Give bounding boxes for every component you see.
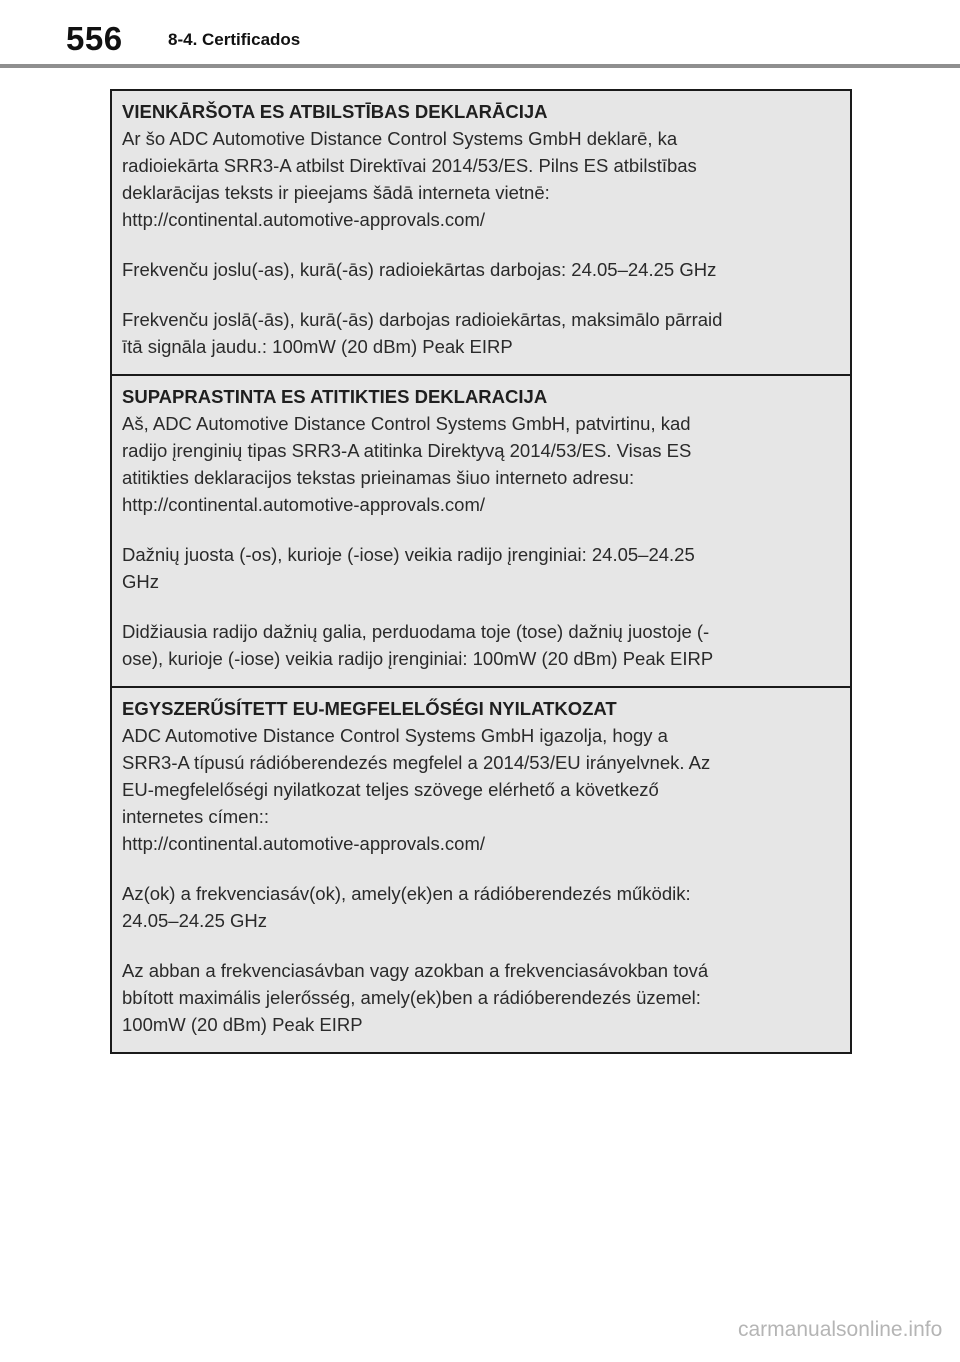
declaration-url: http://continental.automotive-approvals.com/ bbox=[122, 494, 485, 515]
max-power-line: Az abban a frekvenciasávban vagy azokban a frekvenciasávokban tová bbox=[122, 960, 709, 981]
watermark: carmanualsonline.info bbox=[738, 1318, 943, 1341]
paragraph-gap bbox=[122, 233, 840, 256]
declaration-line: deklarācijas teksts ir pieejams šādā interneta vietnē: bbox=[122, 182, 550, 203]
declarations-table bbox=[110, 89, 852, 1054]
declaration-line: internetes címen:: bbox=[122, 806, 270, 827]
paragraph-gap bbox=[122, 283, 840, 306]
declaration-title: SUPAPRASTINTA ES ATITIKTIES DEKLARACIJA bbox=[122, 386, 548, 407]
max-power-line: ose), kurioje (-iose) veikia radijo įrenginiai: 100mW (20 dBm) Peak EIRP bbox=[122, 648, 714, 669]
frequency-band-line: GHz bbox=[122, 571, 159, 592]
declaration-line: atitikties deklaracijos tekstas prieinamas šiuo interneto adresu: bbox=[122, 467, 635, 488]
declaration-line: Aš, ADC Automotive Distance Control Systems GmbH, patvirtinu, kad bbox=[122, 413, 691, 434]
declaration-line: SRR3-A típusú rádióberendezés megfelel a 2014/53/EU irányelvnek. Az bbox=[122, 752, 711, 773]
declaration-line: radioiekārta SRR3-A atbilst Direktīvai 2014/53/ES. Pilns ES atbilstības bbox=[122, 155, 697, 176]
paragraph-gap bbox=[122, 934, 840, 957]
page-header bbox=[0, 0, 960, 68]
declaration-url: http://continental.automotive-approvals.com/ bbox=[122, 209, 485, 230]
max-power-line: bbított maximális jelerősség, amely(ek)ben a rádióberendezés üzemel: bbox=[122, 987, 701, 1008]
frequency-band-line: Frekvenču joslu(-as), kurā(-ās) radioiekārtas darbojas: 24.05–24.25 GHz bbox=[122, 259, 717, 280]
max-power-line: Didžiausia radijo dažnių galia, perduodama toje (tose) dažnių juostoje (- bbox=[122, 621, 710, 642]
declaration-title: VIENKĀRŠOTA ES ATBILSTĪBAS DEKLARĀCIJA bbox=[122, 101, 548, 122]
declaration-line: Ar šo ADC Automotive Distance Control Systems GmbH deklarē, ka bbox=[122, 128, 678, 149]
declaration-url: http://continental.automotive-approvals.com/ bbox=[122, 833, 485, 854]
paragraph-gap bbox=[122, 857, 840, 880]
frequency-band-line: Dažnių juosta (-os), kurioje (-iose) veikia radijo įrenginiai: 24.05–24.25 bbox=[122, 544, 695, 565]
max-power-line: Frekvenču joslā(-ās), kurā(-ās) darbojas radioiekārtas, maksimālo pārraid bbox=[122, 309, 723, 330]
declaration-line: radijo įrenginių tipas SRR3-A atitinka Direktyvą 2014/53/ES. Visas ES bbox=[122, 440, 692, 461]
header-divider bbox=[0, 64, 960, 68]
declaration-latvian bbox=[112, 91, 850, 374]
declaration-line: ADC Automotive Distance Control Systems GmbH igazolja, hogy a bbox=[122, 725, 668, 746]
section-title: 8-4. Certificados bbox=[168, 30, 301, 49]
paragraph-gap bbox=[122, 595, 840, 618]
max-power-line: 100mW (20 dBm) Peak EIRP bbox=[122, 1014, 363, 1035]
declaration-lithuanian bbox=[112, 374, 850, 686]
frequency-band-line: Az(ok) a frekvenciasáv(ok), amely(ek)en a rádióberendezés működik: bbox=[122, 883, 691, 904]
frequency-band-line: 24.05–24.25 GHz bbox=[122, 910, 268, 931]
declaration-title: EGYSZERŰSÍTETT EU-MEGFELELŐSÉGI NYILATKOZAT bbox=[122, 698, 617, 719]
declaration-hungarian bbox=[112, 686, 850, 1052]
max-power-line: ītā signāla jaudu.: 100mW (20 dBm) Peak EIRP bbox=[122, 336, 513, 357]
page-number: 556 bbox=[66, 20, 123, 57]
declaration-line: EU-megfelelőségi nyilatkozat teljes szövege elérhető a következő bbox=[122, 779, 659, 800]
paragraph-gap bbox=[122, 518, 840, 541]
